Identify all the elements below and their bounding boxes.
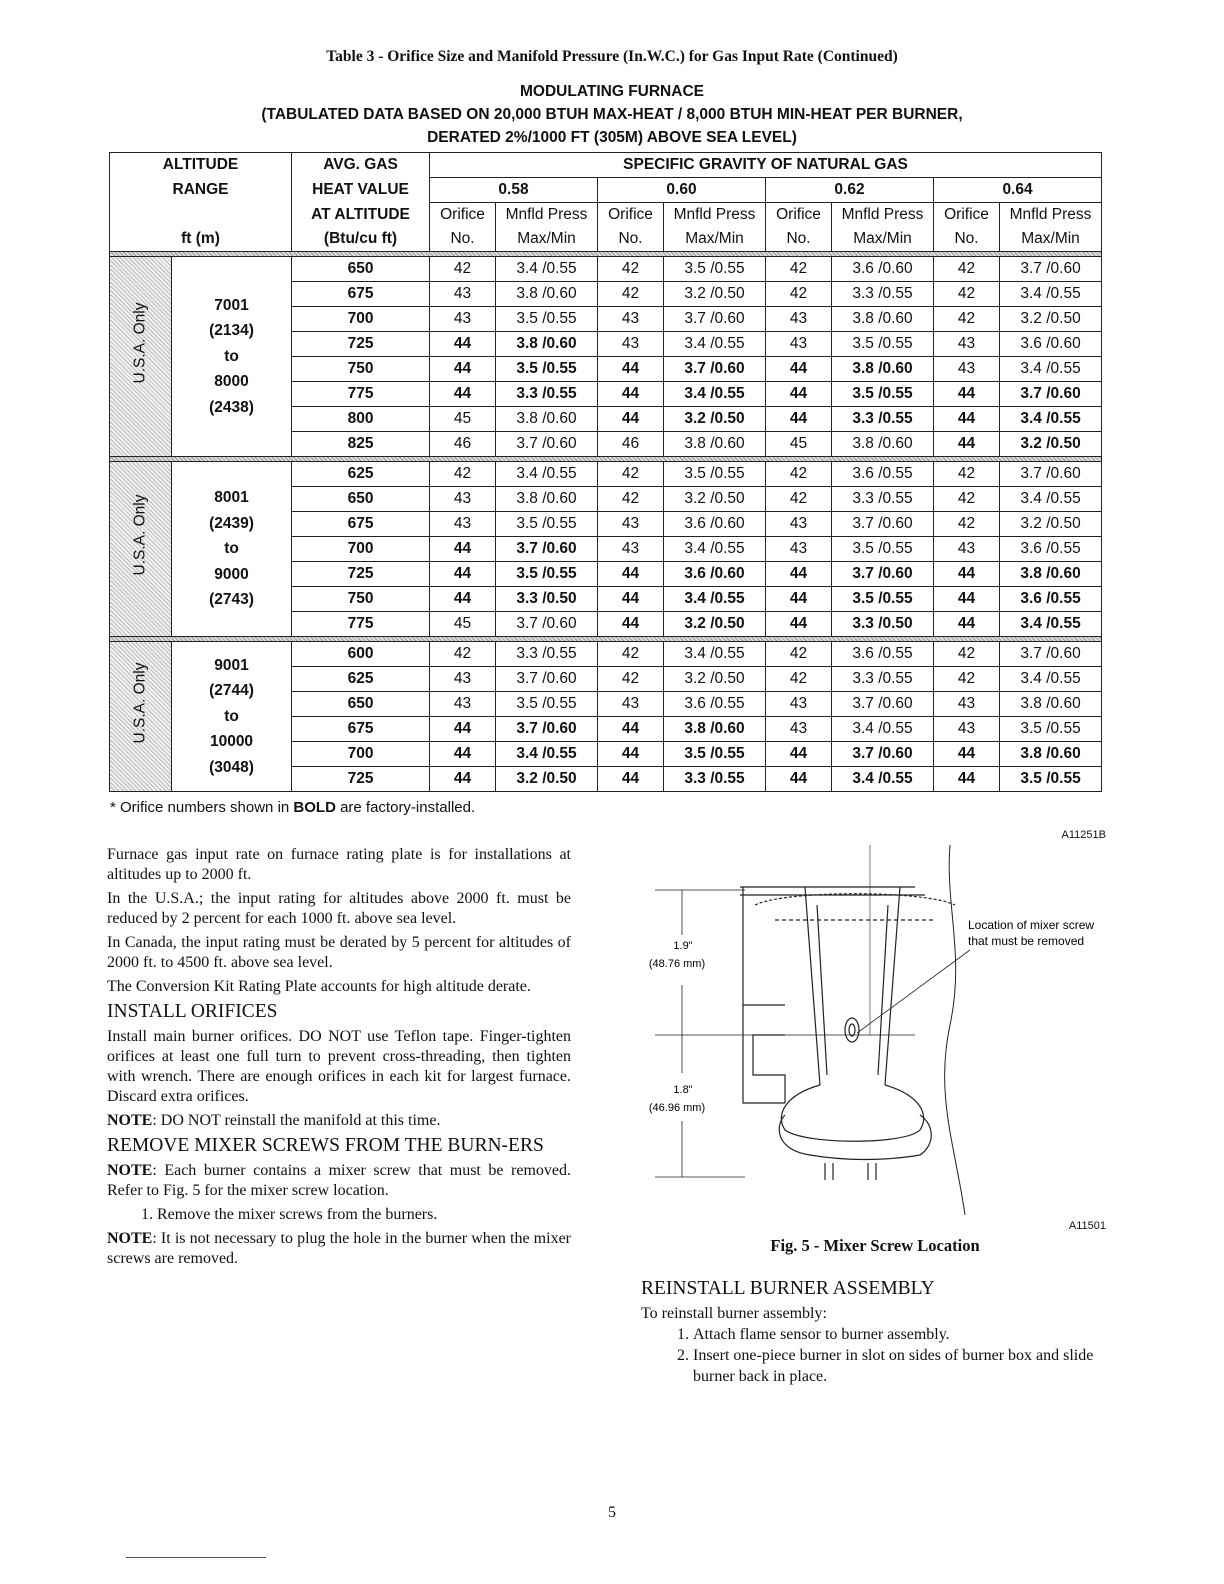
heat-value-cell: 750: [292, 587, 430, 612]
heat-value-cell: 700: [292, 307, 430, 332]
range-line: (2743): [209, 591, 254, 609]
manifold-pressure-cell: 3.5 /0.55: [664, 742, 766, 767]
manifold-pressure-cell: 3.7 /0.60: [832, 742, 934, 767]
dimension-2: 1.8": [673, 1084, 693, 1096]
manifold-pressure-cell: 3.2 /0.50: [1000, 432, 1102, 457]
country-label: [110, 642, 172, 792]
range-line: 10000: [209, 733, 254, 751]
heat-value-cell: 725: [292, 767, 430, 792]
manifold-pressure-cell: 3.5 /0.55: [1000, 767, 1102, 792]
orifice-cell: 43: [430, 667, 496, 692]
orifice-cell: 43: [934, 357, 1000, 382]
figure-caption: Fig. 5 - Mixer Screw Location: [770, 1236, 980, 1255]
manifold-pressure-cell: 3.5 /0.55: [496, 692, 598, 717]
paragraph: Install main burner orifices. DO NOT use Teflon tape. Finger-tighten orifices at least one full turn to prevent cross-threading, then tighten with wrench. There are enough orifices in each kit for largest furnace. Discard extra orifices.: [107, 1028, 571, 1105]
mnfld-header: Mnfld Press: [1000, 203, 1102, 228]
orifice-cell: 43: [766, 537, 832, 562]
orifice-cell: 44: [934, 767, 1000, 792]
manifold-pressure-cell: 3.7 /0.60: [664, 357, 766, 382]
orifice-cell: 42: [766, 487, 832, 512]
orifice-cell: 44: [430, 382, 496, 407]
orifice-cell: 43: [766, 512, 832, 537]
orifice-cell: 42: [766, 282, 832, 307]
heat-value-cell: 650: [292, 487, 430, 512]
orifice-cell: 42: [430, 642, 496, 667]
list-item: 2. Insert one-piece burner in slot on sides of burner box and slide burner back in place.: [693, 1345, 1107, 1387]
callout-line-1: Location of mixer screw: [968, 918, 1095, 932]
range-line: 9000: [214, 565, 249, 583]
page-number: 5: [608, 1504, 616, 1521]
manifold-pressure-cell: 3.8 /0.60: [832, 307, 934, 332]
manifold-pressure-cell: 3.6 /0.55: [832, 462, 934, 487]
heat-value-cell: 625: [292, 462, 430, 487]
range-line: 9001: [214, 656, 249, 674]
note-text: : DO NOT reinstall the manifold at this time.: [152, 1112, 441, 1129]
orifice-cell: 44: [934, 742, 1000, 767]
heat-value-cell: 775: [292, 612, 430, 637]
manifold-pressure-cell: 3.6 /0.60: [664, 562, 766, 587]
country-label-text: U.S.A. Only: [131, 494, 149, 576]
range-line: (2439): [209, 514, 254, 532]
orifice-cell: 42: [934, 282, 1000, 307]
manifold-pressure-cell: 3.8 /0.60: [496, 407, 598, 432]
orifice-cell: 42: [934, 487, 1000, 512]
orifice-cell: 44: [934, 407, 1000, 432]
range-line: to: [224, 347, 239, 365]
manifold-pressure-cell: 3.3 /0.50: [832, 612, 934, 637]
altitude-range: [172, 462, 292, 637]
no-header: No.: [598, 227, 664, 252]
range-line: to: [224, 707, 239, 725]
heat-value-cell: 825: [292, 432, 430, 457]
manifold-pressure-cell: 3.5 /0.55: [496, 512, 598, 537]
orifice-cell: 44: [430, 332, 496, 357]
heat-value-cell: 700: [292, 537, 430, 562]
orifice-cell: 44: [766, 612, 832, 637]
manifold-pressure-cell: 3.4 /0.55: [832, 717, 934, 742]
manifold-pressure-cell: 3.8 /0.60: [832, 432, 934, 457]
at-altitude-header: AT ALTITUDE: [292, 203, 430, 228]
heat-value-cell: 650: [292, 692, 430, 717]
mnfld-header: Mnfld Press: [664, 203, 766, 228]
manifold-pressure-cell: 3.4 /0.55: [496, 462, 598, 487]
orifice-cell: 42: [598, 667, 664, 692]
orifice-cell: 44: [934, 432, 1000, 457]
manifold-pressure-cell: 3.3 /0.55: [496, 382, 598, 407]
table-header-block: [0, 80, 1224, 149]
manifold-pressure-cell: 3.7 /0.60: [1000, 462, 1102, 487]
manifold-pressure-cell: 3.6 /0.55: [832, 642, 934, 667]
orifice-cell: 42: [766, 642, 832, 667]
orifice-cell: 43: [598, 512, 664, 537]
manifold-pressure-cell: 3.8 /0.60: [1000, 742, 1102, 767]
orifice-cell: 46: [430, 432, 496, 457]
manifold-pressure-cell: 3.4 /0.55: [496, 257, 598, 282]
orifice-cell: 43: [598, 692, 664, 717]
manifold-pressure-cell: 3.7 /0.60: [832, 512, 934, 537]
orifice-cell: 44: [598, 742, 664, 767]
orifice-cell: 45: [430, 407, 496, 432]
maxmin-header: Max/Min: [1000, 227, 1102, 252]
manifold-pressure-cell: 3.8 /0.60: [1000, 692, 1102, 717]
table-title: Table 3 - Orifice Size and Manifold Pressure (In.W.C.) for Gas Input Rate (Continued): [326, 48, 898, 65]
orifice-cell: 44: [598, 587, 664, 612]
manifold-pressure-cell: 3.3 /0.55: [832, 407, 934, 432]
heat-value-cell: 725: [292, 562, 430, 587]
footnote-text: * Orifice numbers shown in: [110, 799, 294, 816]
heat-value-cell: 675: [292, 717, 430, 742]
heat-value-cell: 750: [292, 357, 430, 382]
header-line-2: (TABULATED DATA BASED ON 20,000 BTUH MAX-HEAT / 8,000 BTUH MIN-HEAT PER BURNER,: [261, 106, 963, 123]
paragraph: In Canada, the input rating must be derated by 5 percent for altitudes of 2000 ft. to 4500 ft. above sea level.: [107, 934, 571, 971]
manifold-pressure-cell: 3.7 /0.60: [496, 537, 598, 562]
manifold-pressure-cell: 3.3 /0.55: [496, 642, 598, 667]
manifold-pressure-cell: 3.7 /0.60: [1000, 382, 1102, 407]
manifold-pressure-cell: 3.7 /0.60: [496, 667, 598, 692]
orifice-cell: 42: [934, 667, 1000, 692]
manifold-pressure-cell: 3.4 /0.55: [1000, 407, 1102, 432]
btu-header: (Btu/cu ft): [292, 227, 430, 252]
orifice-cell: 43: [598, 332, 664, 357]
orifice-cell: 44: [766, 407, 832, 432]
orifice-cell: 45: [430, 612, 496, 637]
orifice-cell: 43: [934, 692, 1000, 717]
altitude-range: [172, 257, 292, 457]
avg-gas-header: AVG. GAS: [292, 153, 430, 178]
orifice-cell: 43: [766, 692, 832, 717]
manifold-pressure-cell: 3.8 /0.60: [1000, 562, 1102, 587]
orifice-cell: 44: [430, 357, 496, 382]
orifice-cell: 43: [430, 487, 496, 512]
paragraph: The Conversion Kit Rating Plate accounts for high altitude derate.: [107, 978, 531, 995]
altitude-range: [172, 642, 292, 792]
left-column: [107, 845, 571, 1273]
orifice-header: Orifice: [430, 203, 496, 228]
figure-code-top: A11251B: [1061, 829, 1106, 841]
orifice-cell: 43: [766, 307, 832, 332]
heat-value-cell: 625: [292, 667, 430, 692]
note-paragraph: [107, 1111, 571, 1131]
orifice-cell: 44: [766, 562, 832, 587]
orifice-cell: 44: [766, 587, 832, 612]
orifice-cell: 42: [766, 462, 832, 487]
manifold-pressure-cell: 3.8 /0.60: [496, 282, 598, 307]
right-column: [641, 1278, 1107, 1387]
heat-value-cell: 700: [292, 742, 430, 767]
manifold-pressure-cell: 3.4 /0.55: [1000, 667, 1102, 692]
manifold-pressure-cell: 3.3 /0.55: [832, 282, 934, 307]
orifice-cell: 42: [934, 307, 1000, 332]
paragraph: Furnace gas input rate on furnace rating plate is for installations at altitudes up to 2000 ft.: [107, 846, 571, 883]
manifold-pressure-cell: 3.7 /0.60: [664, 307, 766, 332]
orifice-cell: 42: [934, 512, 1000, 537]
note-paragraph: [107, 1161, 571, 1201]
range-line: 8000: [214, 373, 249, 391]
orifice-cell: 44: [430, 717, 496, 742]
orifice-cell: 44: [934, 587, 1000, 612]
header-line-1: MODULATING FURNACE: [520, 83, 704, 100]
note-label: NOTE: [107, 1162, 153, 1179]
manifold-pressure-cell: 3.2 /0.50: [1000, 307, 1102, 332]
footnote-bold: BOLD: [293, 799, 336, 816]
manifold-pressure-cell: 3.7 /0.60: [1000, 257, 1102, 282]
header-line-3: DERATED 2%/1000 FT (305M) ABOVE SEA LEVEL): [427, 129, 797, 146]
manifold-pressure-cell: 3.5 /0.55: [832, 382, 934, 407]
manifold-pressure-cell: 3.8 /0.60: [496, 487, 598, 512]
heat-value-cell: 800: [292, 407, 430, 432]
manifold-pressure-cell: 3.2 /0.50: [664, 282, 766, 307]
maxmin-header: Max/Min: [832, 227, 934, 252]
manifold-pressure-cell: 3.3 /0.55: [664, 767, 766, 792]
paragraph: In the U.S.A.; the input rating for altitudes above 2000 ft. must be reduced by 2 percent for each 1000 ft. above sea level.: [107, 890, 571, 927]
heat-value-cell: 650: [292, 257, 430, 282]
orifice-cell: 44: [598, 767, 664, 792]
manifold-pressure-cell: 3.3 /0.50: [496, 587, 598, 612]
specific-gravity-header: SPECIFIC GRAVITY OF NATURAL GAS: [430, 153, 1102, 178]
table-row: [110, 462, 1102, 487]
orifice-cell: 44: [766, 382, 832, 407]
gravity-058: 0.58: [430, 178, 598, 203]
orifice-cell: 43: [766, 717, 832, 742]
orifice-cell: 42: [598, 487, 664, 512]
manifold-pressure-cell: 3.4 /0.55: [664, 382, 766, 407]
manifold-pressure-cell: 3.8 /0.60: [664, 717, 766, 742]
manifold-pressure-cell: 3.6 /0.55: [664, 692, 766, 717]
country-label-text: U.S.A. Only: [131, 662, 149, 743]
orifice-cell: 44: [766, 742, 832, 767]
table-head: [110, 153, 1102, 252]
orifice-cell: 42: [934, 257, 1000, 282]
orifice-cell: 44: [766, 357, 832, 382]
range-line: 7001: [214, 296, 249, 314]
manifold-pressure-cell: 3.5 /0.55: [664, 462, 766, 487]
no-header: No.: [766, 227, 832, 252]
country-label-text: U.S.A. Only: [131, 302, 149, 383]
orifice-cell: 42: [766, 667, 832, 692]
manifold-pressure-cell: 3.4 /0.55: [1000, 612, 1102, 637]
orifice-cell: 45: [766, 432, 832, 457]
footnote-text-end: are factory-installed.: [335, 799, 476, 816]
no-header: No.: [934, 227, 1000, 252]
orifice-cell: 46: [598, 432, 664, 457]
manifold-pressure-cell: 3.2 /0.50: [664, 407, 766, 432]
table-row: [110, 642, 1102, 667]
manifold-pressure-cell: 3.7 /0.60: [496, 612, 598, 637]
orifice-cell: 43: [430, 512, 496, 537]
heat-value-cell: 675: [292, 512, 430, 537]
mnfld-header: Mnfld Press: [832, 203, 934, 228]
country-label: [110, 257, 172, 457]
manifold-pressure-cell: 3.2 /0.50: [664, 667, 766, 692]
manifold-pressure-cell: 3.5 /0.55: [496, 307, 598, 332]
list-item: 1. Remove the mixer screws from the burners.: [157, 1205, 571, 1225]
manifold-pressure-cell: 3.4 /0.55: [664, 587, 766, 612]
heat-value-cell: 675: [292, 282, 430, 307]
orifice-cell: 42: [430, 462, 496, 487]
orifice-cell: 44: [934, 382, 1000, 407]
manifold-pressure-cell: 3.6 /0.60: [664, 512, 766, 537]
table-row: [110, 257, 1102, 282]
orifice-cell: 43: [934, 537, 1000, 562]
manifold-pressure-cell: 3.7 /0.60: [832, 562, 934, 587]
manifold-pressure-cell: 3.4 /0.55: [664, 537, 766, 562]
orifice-cell: 44: [430, 562, 496, 587]
range-line: (3048): [209, 758, 254, 776]
mnfld-header: Mnfld Press: [496, 203, 598, 228]
orifice-cell: 42: [598, 257, 664, 282]
gravity-064: 0.64: [934, 178, 1102, 203]
orifice-cell: 42: [934, 462, 1000, 487]
manifold-pressure-cell: 3.8 /0.60: [664, 432, 766, 457]
figure-code-bottom: A11501: [1068, 1220, 1106, 1232]
ftm-header: ft (m): [110, 227, 292, 252]
manifold-pressure-cell: 3.5 /0.55: [1000, 717, 1102, 742]
manifold-pressure-cell: 3.7 /0.60: [832, 692, 934, 717]
section-heading: INSTALL ORIFICES: [107, 1001, 278, 1022]
orifice-cell: 43: [934, 332, 1000, 357]
orifice-cell: 44: [430, 537, 496, 562]
orifice-cell: 44: [598, 407, 664, 432]
table-body: [110, 252, 1102, 792]
step-list: [641, 1324, 1107, 1387]
range-header: RANGE: [110, 178, 292, 203]
manifold-pressure-cell: 3.4 /0.55: [1000, 357, 1102, 382]
range-line: to: [224, 540, 239, 558]
orifice-cell: 44: [598, 382, 664, 407]
manifold-pressure-cell: 3.6 /0.60: [1000, 332, 1102, 357]
manifold-pressure-cell: 3.2 /0.50: [664, 612, 766, 637]
orifice-cell: 43: [934, 717, 1000, 742]
orifice-header: Orifice: [934, 203, 1000, 228]
dimension-1: 1.9": [673, 940, 693, 952]
orifice-cell: 43: [598, 537, 664, 562]
manifold-pressure-cell: 3.6 /0.55: [1000, 587, 1102, 612]
orifice-cell: 44: [766, 767, 832, 792]
dimension-2-mm: (46.96 mm): [648, 1102, 706, 1114]
manifold-pressure-cell: 3.7 /0.60: [496, 717, 598, 742]
mixer-screw-figure: [635, 845, 1105, 1215]
orifice-cell: 43: [766, 332, 832, 357]
orifice-cell: 44: [430, 587, 496, 612]
gravity-060: 0.60: [598, 178, 766, 203]
range-line: (2134): [209, 322, 254, 340]
note-text: : Each burner contains a mixer screw that must be removed. Refer to Fig. 5 for the mixer screw location.: [107, 1162, 571, 1199]
country-label: [110, 462, 172, 637]
orifice-cell: 44: [598, 562, 664, 587]
manifold-pressure-cell: 3.4 /0.55: [832, 767, 934, 792]
maxmin-header: Max/Min: [664, 227, 766, 252]
maxmin-header: Max/Min: [496, 227, 598, 252]
no-header: No.: [430, 227, 496, 252]
orifice-table: [109, 152, 1102, 792]
note-label: NOTE: [107, 1230, 153, 1247]
orifice-cell: 44: [430, 767, 496, 792]
manifold-pressure-cell: 3.3 /0.55: [832, 487, 934, 512]
orifice-cell: 43: [430, 307, 496, 332]
orifice-cell: 44: [598, 612, 664, 637]
note-text: : It is not necessary to plug the hole in the burner when the mixer screws are removed.: [107, 1230, 571, 1267]
heat-value-cell: 725: [292, 332, 430, 357]
heat-value-cell: 775: [292, 382, 430, 407]
manifold-pressure-cell: 3.5 /0.55: [832, 332, 934, 357]
note-paragraph: [107, 1229, 571, 1269]
heat-value-header: HEAT VALUE: [292, 178, 430, 203]
section-heading: REINSTALL BURNER ASSEMBLY: [641, 1278, 935, 1299]
manifold-pressure-cell: 3.6 /0.60: [832, 257, 934, 282]
range-line: 8001: [214, 489, 249, 507]
manifold-pressure-cell: 3.5 /0.55: [496, 562, 598, 587]
altitude-header: ALTITUDE: [110, 153, 292, 178]
table-footnote: [110, 799, 475, 816]
bottom-rule: [126, 1557, 266, 1558]
section-heading: REMOVE MIXER SCREWS FROM THE BURN-ERS: [107, 1135, 544, 1156]
orifice-cell: 43: [430, 282, 496, 307]
manifold-pressure-cell: 3.7 /0.60: [1000, 642, 1102, 667]
manifold-pressure-cell: 3.6 /0.55: [1000, 537, 1102, 562]
orifice-cell: 43: [598, 307, 664, 332]
range-line: (2744): [209, 682, 254, 700]
orifice-cell: 44: [598, 357, 664, 382]
step-list: [107, 1205, 571, 1225]
manifold-pressure-cell: 3.2 /0.50: [496, 767, 598, 792]
manifold-pressure-cell: 3.5 /0.55: [832, 587, 934, 612]
manifold-pressure-cell: 3.7 /0.60: [496, 432, 598, 457]
orifice-cell: 42: [598, 282, 664, 307]
manifold-pressure-cell: 3.5 /0.55: [664, 257, 766, 282]
orifice-cell: 44: [934, 612, 1000, 637]
manifold-pressure-cell: 3.4 /0.55: [664, 332, 766, 357]
orifice-cell: 42: [430, 257, 496, 282]
orifice-header: Orifice: [598, 203, 664, 228]
callout-line-2: that must be removed: [968, 934, 1085, 948]
orifice-header: Orifice: [766, 203, 832, 228]
orifice-cell: 42: [598, 642, 664, 667]
manifold-pressure-cell: 3.5 /0.55: [496, 357, 598, 382]
gravity-062: 0.62: [766, 178, 934, 203]
manifold-pressure-cell: 3.8 /0.60: [496, 332, 598, 357]
orifice-cell: 44: [934, 562, 1000, 587]
orifice-cell: 42: [598, 462, 664, 487]
orifice-cell: 43: [430, 692, 496, 717]
manifold-pressure-cell: 3.4 /0.55: [1000, 282, 1102, 307]
orifice-cell: 44: [430, 742, 496, 767]
manifold-pressure-cell: 3.4 /0.55: [1000, 487, 1102, 512]
manifold-pressure-cell: 3.3 /0.55: [832, 667, 934, 692]
manifold-pressure-cell: 3.8 /0.60: [832, 357, 934, 382]
manifold-pressure-cell: 3.4 /0.55: [664, 642, 766, 667]
range-line: (2438): [209, 398, 254, 416]
orifice-cell: 42: [766, 257, 832, 282]
note-label: NOTE: [107, 1112, 153, 1129]
dimension-1-mm: (48.76 mm): [648, 958, 706, 970]
orifice-cell: 44: [598, 717, 664, 742]
manifold-pressure-cell: 3.5 /0.55: [832, 537, 934, 562]
paragraph: To reinstall burner assembly:: [641, 1305, 827, 1322]
orifice-cell: 42: [934, 642, 1000, 667]
list-item: 1. Attach flame sensor to burner assembly.: [693, 1324, 1107, 1345]
manifold-pressure-cell: 3.2 /0.50: [664, 487, 766, 512]
manifold-pressure-cell: 3.4 /0.55: [496, 742, 598, 767]
heat-value-cell: 600: [292, 642, 430, 667]
manifold-pressure-cell: 3.2 /0.50: [1000, 512, 1102, 537]
